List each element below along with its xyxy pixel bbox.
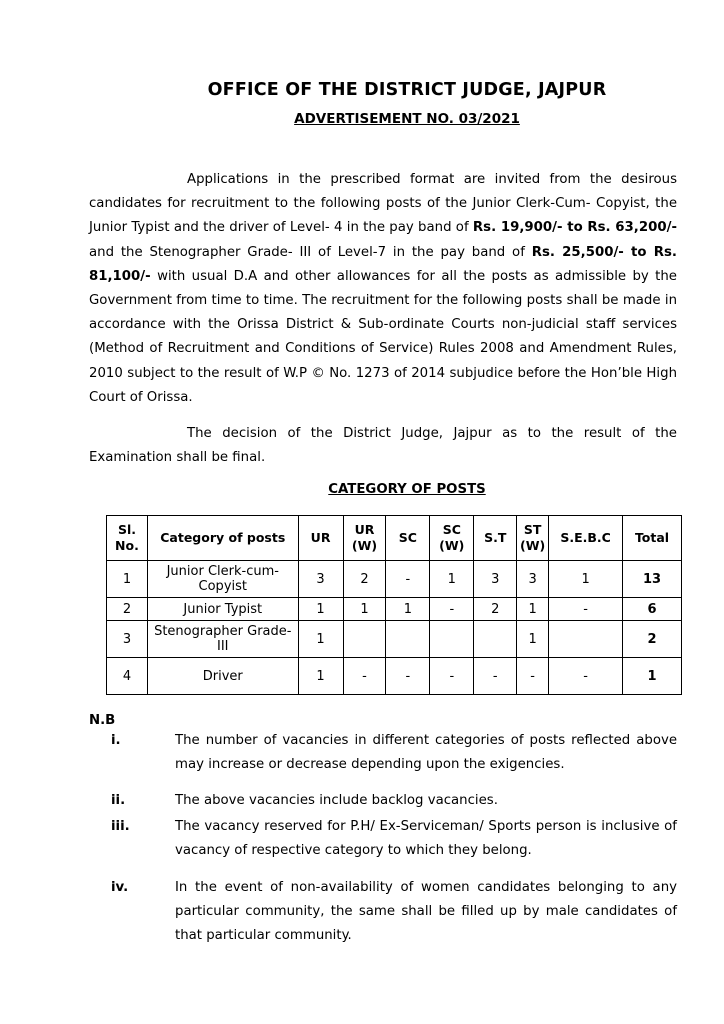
table-cell: 2 — [343, 561, 386, 598]
table-row — [107, 621, 682, 658]
header-category: Category of posts — [147, 516, 298, 561]
intro-text-part-1: Applications in the prescribed format are invited from the desirous candidates for recruitment to the following posts of the Junior Clerk-Cum- Copyist, the Junior Typist and the driver of Level- 4 in the pay band of — [89, 172, 677, 236]
header-ur-w: UR (W) — [343, 516, 386, 561]
pay-band-level-7: Rs. 25,500/- to Rs. 81,100/- — [89, 244, 677, 284]
table-cell: 1 — [549, 561, 623, 598]
header-sc: SC — [386, 516, 430, 561]
table-cell: 1 — [517, 598, 549, 621]
note-text: The number of vacancies in different categories of posts reflected above may increase or decrease depending upon the exigencies. — [175, 733, 677, 772]
office-title: OFFICE OF THE DISTRICT JUDGE, JAJPUR — [207, 80, 607, 100]
header-sl-no: Sl. No. — [107, 516, 148, 561]
table-cell: - — [430, 658, 474, 695]
intro-text-part-3: with usual D.A and other allowances for all the posts as admissible by the Government from time to time. The recruitment for the following posts shall be made in accordance with the Orissa District & Sub-ordinate Courts non-judicial staff services (Method of Recruitment and Conditions of Service) Rules 2008 and Amendment Rules, 2010 subject to the result of W.P © No. 1273 of 2014 subjudice before the Hon’ble High Court of Orissa. — [89, 268, 677, 405]
table-cell-total: 6 — [623, 598, 682, 621]
nb-label: N.B — [89, 713, 116, 728]
table-cell: - — [343, 658, 386, 695]
table-cell: 4 — [107, 658, 148, 695]
table-cell: - — [430, 598, 474, 621]
table-cell-total: 1 — [623, 658, 682, 695]
table-cell: 1 — [107, 561, 148, 598]
table-cell: 1 — [343, 598, 386, 621]
table-cell: 3 — [474, 561, 517, 598]
table-cell: - — [549, 658, 623, 695]
table-cell — [474, 621, 517, 658]
decision-paragraph: The decision of the District Judge, Jajpur as to the result of the Examination shall be final. — [89, 426, 677, 466]
table-cell — [386, 621, 430, 658]
intro-paragraph — [89, 168, 677, 410]
table-cell: Driver — [147, 658, 298, 695]
table-row — [107, 561, 682, 598]
table-header-row — [107, 516, 682, 561]
table-row — [107, 598, 682, 621]
table-cell-total: 13 — [623, 561, 682, 598]
advertisement-number: ADVERTISEMENT NO. 03/2021 — [294, 111, 520, 127]
table-cell-total: 2 — [623, 621, 682, 658]
table-cell: 3 — [107, 621, 148, 658]
table-cell: - — [517, 658, 549, 695]
table-cell — [549, 621, 623, 658]
table-cell: Junior Typist — [147, 598, 298, 621]
table-cell: 3 — [517, 561, 549, 598]
table-cell: Stenographer Grade-III — [147, 621, 298, 658]
note-text: In the event of non-availability of women candidates belonging to any particular community, the same shall be filled up by male candidates of that particular community. — [175, 880, 677, 943]
table-cell: - — [386, 561, 430, 598]
note-number: iv. — [111, 880, 129, 895]
table-cell — [430, 621, 474, 658]
note-text: The above vacancies include backlog vacancies. — [175, 793, 498, 808]
table-cell — [343, 621, 386, 658]
table-cell: 2 — [107, 598, 148, 621]
table-row — [107, 658, 682, 695]
table-cell: 1 — [386, 598, 430, 621]
header-ur: UR — [298, 516, 343, 561]
table-cell: 1 — [298, 621, 343, 658]
header-sebc: S.E.B.C — [549, 516, 623, 561]
table-cell: - — [549, 598, 623, 621]
pay-band-level-4: Rs. 19,900/- to Rs. 63,200/- — [472, 220, 677, 236]
table-cell: - — [386, 658, 430, 695]
table-cell: Junior Clerk-cum-Copyist — [147, 561, 298, 598]
intro-text-part-2: and the Stenographer Grade- III of Level-7 in the pay band of — [89, 244, 532, 260]
table-cell: 2 — [474, 598, 517, 621]
table-cell: 1 — [298, 598, 343, 621]
note-number: iii. — [111, 819, 130, 834]
note-number: ii. — [111, 793, 126, 808]
note-number: i. — [111, 733, 121, 748]
header-st-w: ST (W) — [517, 516, 549, 561]
table-cell: 1 — [430, 561, 474, 598]
header-total: Total — [623, 516, 682, 561]
header-sc-w: SC (W) — [430, 516, 474, 561]
table-cell: - — [474, 658, 517, 695]
header-st: S.T — [474, 516, 517, 561]
note-text: The vacancy reserved for P.H/ Ex-Serviceman/ Sports person is inclusive of vacancy of respective category to which they belong. — [175, 819, 677, 858]
table-cell: 1 — [298, 658, 343, 695]
table-cell: 1 — [517, 621, 549, 658]
category-of-posts-table — [106, 515, 682, 695]
table-cell: 3 — [298, 561, 343, 598]
category-table-title: CATEGORY OF POSTS — [328, 482, 486, 497]
